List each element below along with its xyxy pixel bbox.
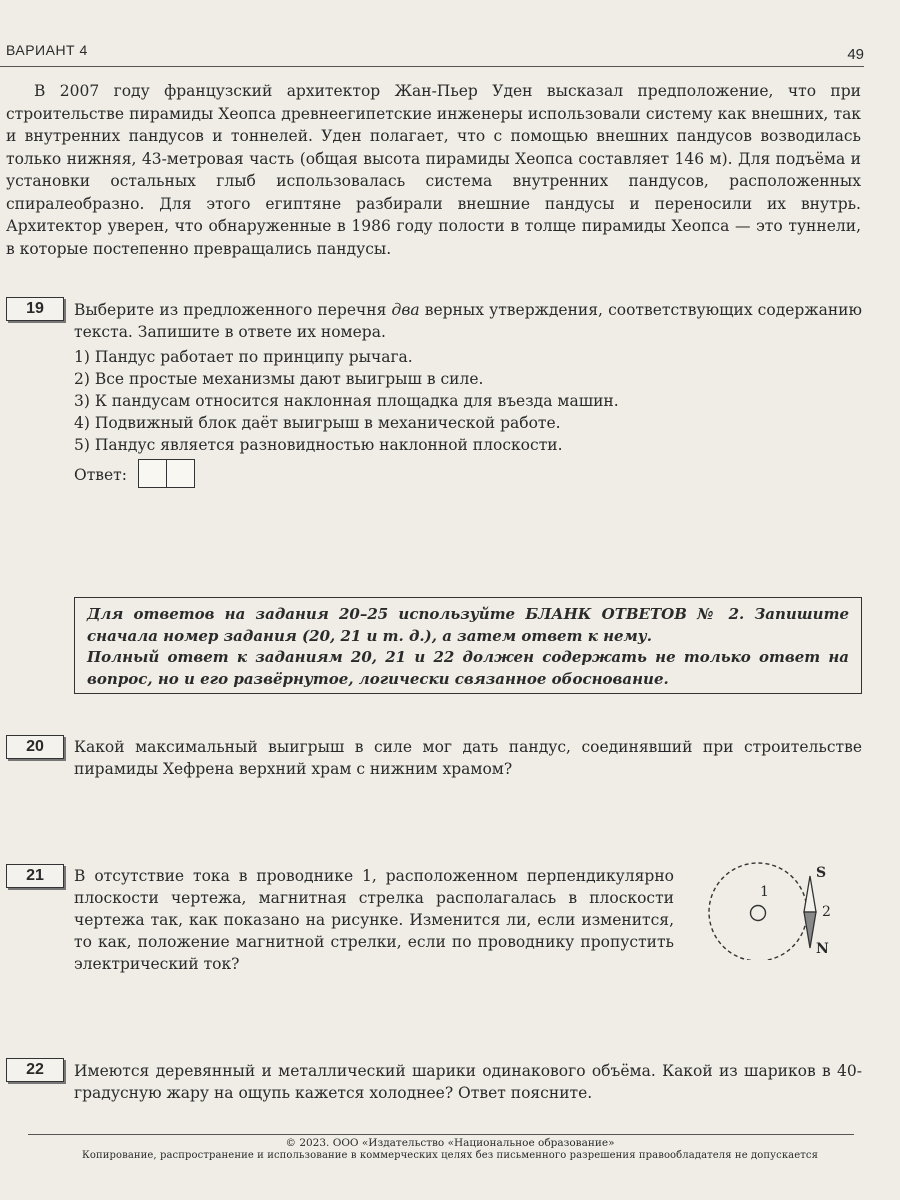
option-2: 2) Все простые механизмы дают выигрыш в силе.: [74, 370, 484, 388]
q19-text-before: Выберите из предложенного перечня: [74, 301, 392, 319]
answer-cell-2[interactable]: [166, 459, 195, 488]
instructions-box: [74, 597, 862, 694]
instructions-line-2: Полный ответ к заданиям 20, 21 и 22 должен содержать не только ответ на вопрос, но и его развёрнутое, логически связанное обоснование.: [87, 648, 849, 688]
page-number: 49: [847, 46, 864, 63]
answer-cell-1[interactable]: [138, 459, 167, 488]
q19-text-after: верных утверждения, соответствующих содержанию текста. Запишите в ответе их номера.: [74, 301, 862, 341]
q19-text-emphasis: два: [391, 301, 420, 319]
question-19-options: [74, 346, 619, 456]
north-pole-label: N: [816, 941, 829, 957]
copyright: © 2023. ООО «Издательство «Национальное образование»: [285, 1137, 615, 1149]
conductor-circle: [751, 906, 766, 921]
magnetic-needle-figure: [700, 860, 850, 960]
option-4: 4) Подвижный блок даёт выигрыш в механической работе.: [74, 414, 561, 432]
question-19-number: 19: [6, 297, 64, 321]
question-21-text: В отсутствие тока в проводнике 1, расположенном перпендикулярно плоскости чертежа, магнитная стрелка располагалась в плоскости чертежа так, как показано на рисунке. Изменится ли, если изменится, то как, положение магнитной стрелки, если по проводнику пропустить электрический ток?: [74, 867, 674, 973]
needle-label: 2: [822, 904, 831, 920]
copyright-notice: Копирование, распространение и использование в коммерческих целях без письменного разрешения правообладателя не допускается: [81, 1150, 818, 1161]
option-1: 1) Пандус работает по принципу рычага.: [74, 348, 413, 366]
question-22-number: 22: [6, 1058, 64, 1082]
question-22-text: Имеются деревянный и металлический шарики одинакового объёма. Какой из шариков в 40-градусную жару на ощупь кажется холоднее? Ответ поясните.: [74, 1062, 862, 1102]
variant-label: ВАРИАНТ 4: [6, 42, 88, 58]
answer-cells: [138, 459, 193, 488]
conductor-label: 1: [760, 884, 769, 900]
option-5: 5) Пандус является разновидностью наклонной плоскости.: [74, 436, 563, 454]
footer-divider: [28, 1134, 854, 1135]
question-19-text: [74, 299, 862, 343]
needle-north-half: [804, 912, 816, 948]
question-21-number: 21: [6, 864, 64, 888]
needle-south-half: [804, 876, 816, 912]
header-divider: [0, 66, 864, 67]
south-pole-label: S: [816, 865, 827, 881]
option-3: 3) К пандусам относится наклонная площадка для въезда машин.: [74, 392, 619, 410]
instructions-line-1: Для ответов на задания 20–25 используйте БЛАНК ОТВЕТОВ № 2. Запишите сначала номер задания (20, 21 и т. д.), а затем ответ к нему.: [87, 605, 849, 645]
question-20-number: 20: [6, 735, 64, 759]
answer-label: Ответ:: [74, 466, 127, 484]
field-line-circle: [709, 863, 807, 960]
question-20-text: Какой максимальный выигрыш в силе мог дать пандус, соединявший при строительстве пирамиды Хефрена верхний храм с нижним храмом?: [74, 738, 862, 778]
intro-paragraph: В 2007 году французский архитектор Жан-Пьер Уден высказал предположение, что при строительстве пирамиды Хеопса древнеегипетские инженеры использовали систему как внешних, так и внутренних пандусов и тоннелей. Уден полагает, что с помощью внешних пандусов возводилась только нижняя, 43-метровая часть (общая высота пирамиды Хеопса составляет 146 м). Для подъёма и установки остальных глыб использовалась система внутренних пандусов, расположенных спиралеобразно. Для этого египтяне разбирали внешние пандусы и переносили их внутрь. Архитектор уверен, что обнаруженные в 1986 году полости в толще пирамиды Хеопса — это туннели, в которые постепенно превращались пандусы.: [6, 82, 861, 258]
